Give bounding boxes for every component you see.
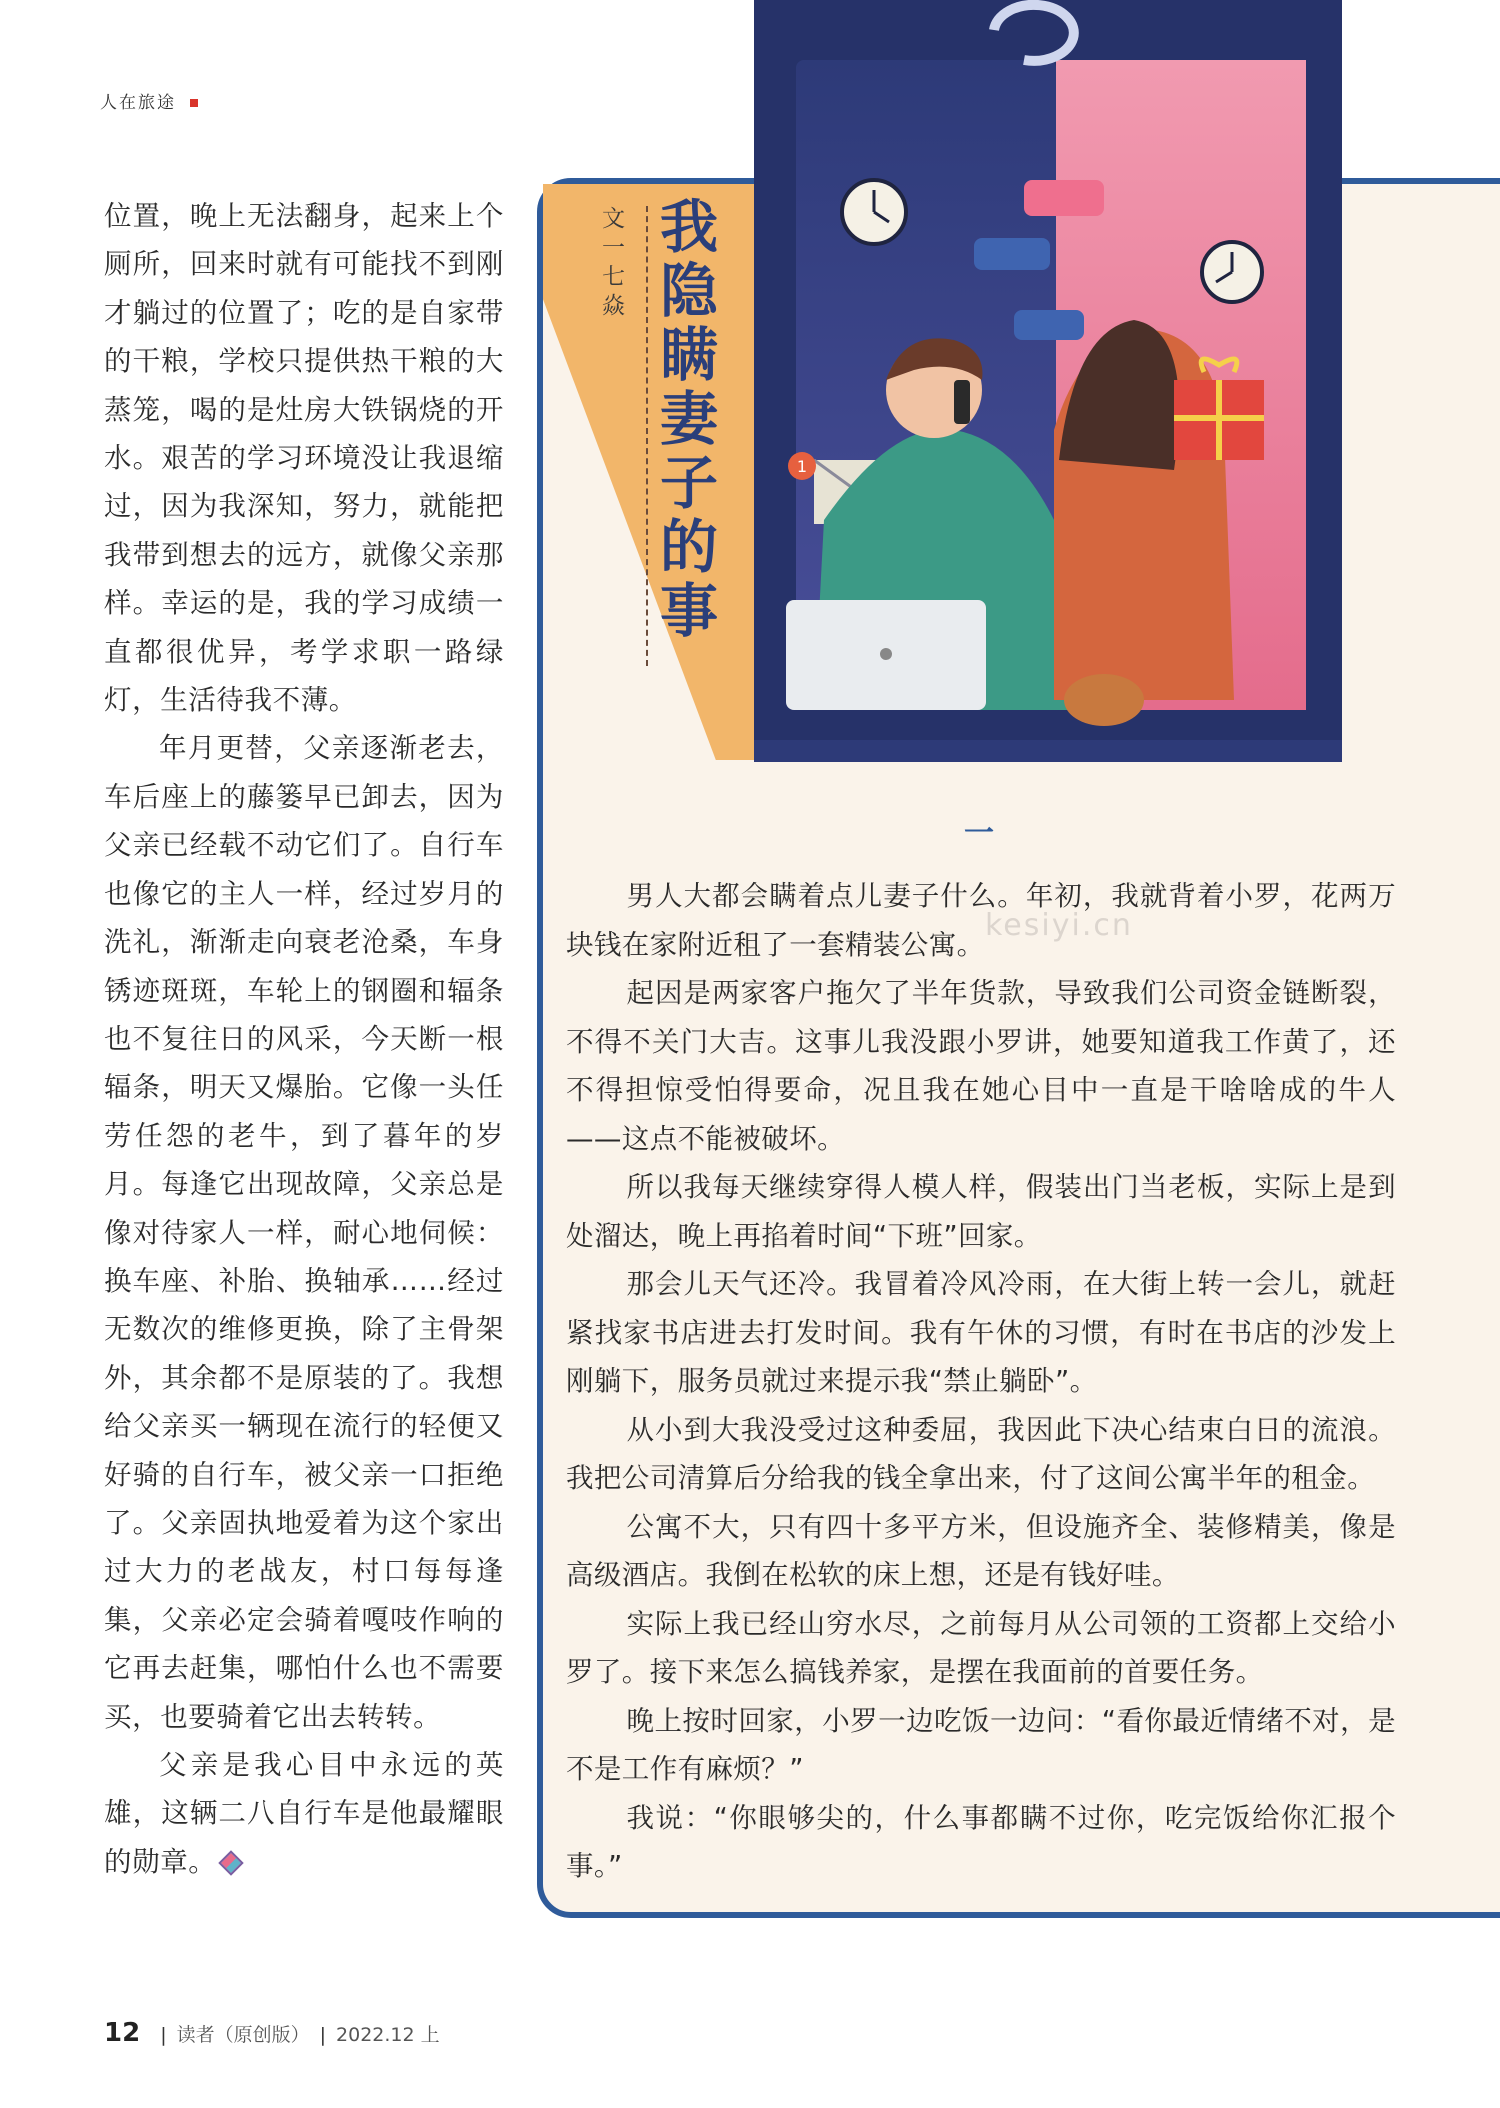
teapot-icon [1064, 674, 1144, 726]
article-paragraph: 实际上我已经山穷水尽，之前每月从公司领的工资都上交给小罗了。接下来怎么搞钱养家，是摆在我面前的首要任务。 [566, 1607, 1396, 1688]
section-marker-icon [190, 99, 198, 107]
article-author: 文一七焱 [598, 206, 624, 322]
article-paragraph: 所以我每天继续穿得人模人样，假装出门当老板，实际上是到处溜达，晚上再掐着时间“下班”回家。 [566, 1171, 1396, 1252]
magazine-name: 读者（原创版） [176, 2024, 310, 2046]
article-illustration [754, 0, 1342, 762]
page-footer [104, 2018, 440, 2048]
chat-bubble-icon [974, 238, 1050, 270]
article-paragraph: 那会儿天气还冷。我冒着冷风冷雨，在大街上转一会儿，就赶紧找家书店进去打发时间。我有午休的习惯，有时在书店的沙发上刚躺下，服务员就过来提示我“禁止躺卧”。 [566, 1268, 1396, 1397]
article-paragraph: 晚上按时回家，小罗一边吃饭一边问：“看你最近情绪不对，是不是工作有麻烦？” [566, 1704, 1396, 1785]
left-paragraph-3-text: 父亲是我心目中永远的英雄，这辆二八自行车是他最耀眼的勋章。 [104, 1749, 504, 1878]
page-number: 12 [104, 2018, 141, 2048]
chat-bubble-icon [1024, 180, 1104, 216]
chapter-number: 一 [964, 816, 994, 851]
left-paragraph-3 [104, 1741, 504, 1886]
article-end-icon [219, 1850, 244, 1875]
article-paragraph: 男人大都会瞒着点儿妻子什么。年初，我就背着小罗，花两万块钱在家附近租了一套精装公寓。 [566, 880, 1396, 961]
issue-date: 2022.12 上 [336, 2024, 440, 2046]
chat-bubble-icon [1014, 310, 1084, 340]
watermark: kesiyi.cn [985, 908, 1133, 943]
phone-icon [954, 380, 970, 424]
article-body [566, 872, 1396, 1891]
footer-separator: | [160, 2024, 167, 2046]
left-paragraph-1: 位置，晚上无法翻身，起来上个厕所，回来时就有可能找不到刚才躺过的位置了；吃的是自家带的干粮，学校只提供热干粮的大蒸笼，喝的是灶房大铁锅烧的开水。艰苦的学习环境没让我退缩过，因为我深知，努力，就能把我带到想去的远方，就像父亲那样。幸运的是，我的学习成绩一直都很优异，考学求职一路绿灯，生活待我不薄。 [104, 200, 504, 717]
section-label-text: 人在旅途 [100, 93, 176, 113]
illustration-svg [754, 0, 1342, 762]
article-title: 我隐瞒妻子的事 [650, 196, 718, 644]
article-paragraph: 从小到大我没受过这种委屈，我因此下决心结束白日的流浪。我把公司清算后分给我的钱全拿出来，付了这间公寓半年的租金。 [566, 1413, 1396, 1494]
notification-badge-count: 1 [796, 457, 808, 476]
article-paragraph: 公寓不大，只有四十多平方米，但设施齐全、装修精美，像是高级酒店。我倒在松软的床上想，还是有钱好哇。 [566, 1510, 1396, 1591]
left-column-text [104, 192, 504, 1886]
article-paragraph: 我说：“你眼够尖的，什么事都瞒不过你，吃完饭给你汇报个事。” [566, 1801, 1396, 1882]
section-label [100, 88, 198, 113]
article-paragraph: 起因是两家客户拖欠了半年货款，导致我们公司资金链断裂，不得不关门大吉。这事儿我没跟小罗讲，她要知道我工作黄了，还不得担惊受怕得要命，况且我在她心目中一直是干啥啥成的牛人——这点不能被破坏。 [566, 977, 1396, 1155]
left-paragraph-2: 年月更替，父亲逐渐老去，车后座上的藤篓早已卸去，因为父亲已经载不动它们了。自行车也像它的主人一样，经过岁月的洗礼，渐渐走向衰老沧桑，车身锈迹斑斑，车轮上的钢圈和辐条也不复往日的风采，今天断一根辐条，明天又爆胎。它像一头任劳任怨的老牛，到了暮年的岁月。每逢它出现故障，父亲总是像对待家人一样，耐心地伺候：换车座、补胎、换轴承……经过无数次的维修更换，除了主骨架外，其余都不是原装的了。我想给父亲买一辆现在流行的轻便又好骑的自行车，被父亲一口拒绝了。父亲固执地爱着为这个家出过大力的老战友，村口每每逢集，父亲必定会骑着嘎吱作响的它再去赶集，哪怕什么也不需要买，也要骑着它出去转转。 [104, 732, 504, 1733]
footer-separator: | [319, 2024, 327, 2046]
